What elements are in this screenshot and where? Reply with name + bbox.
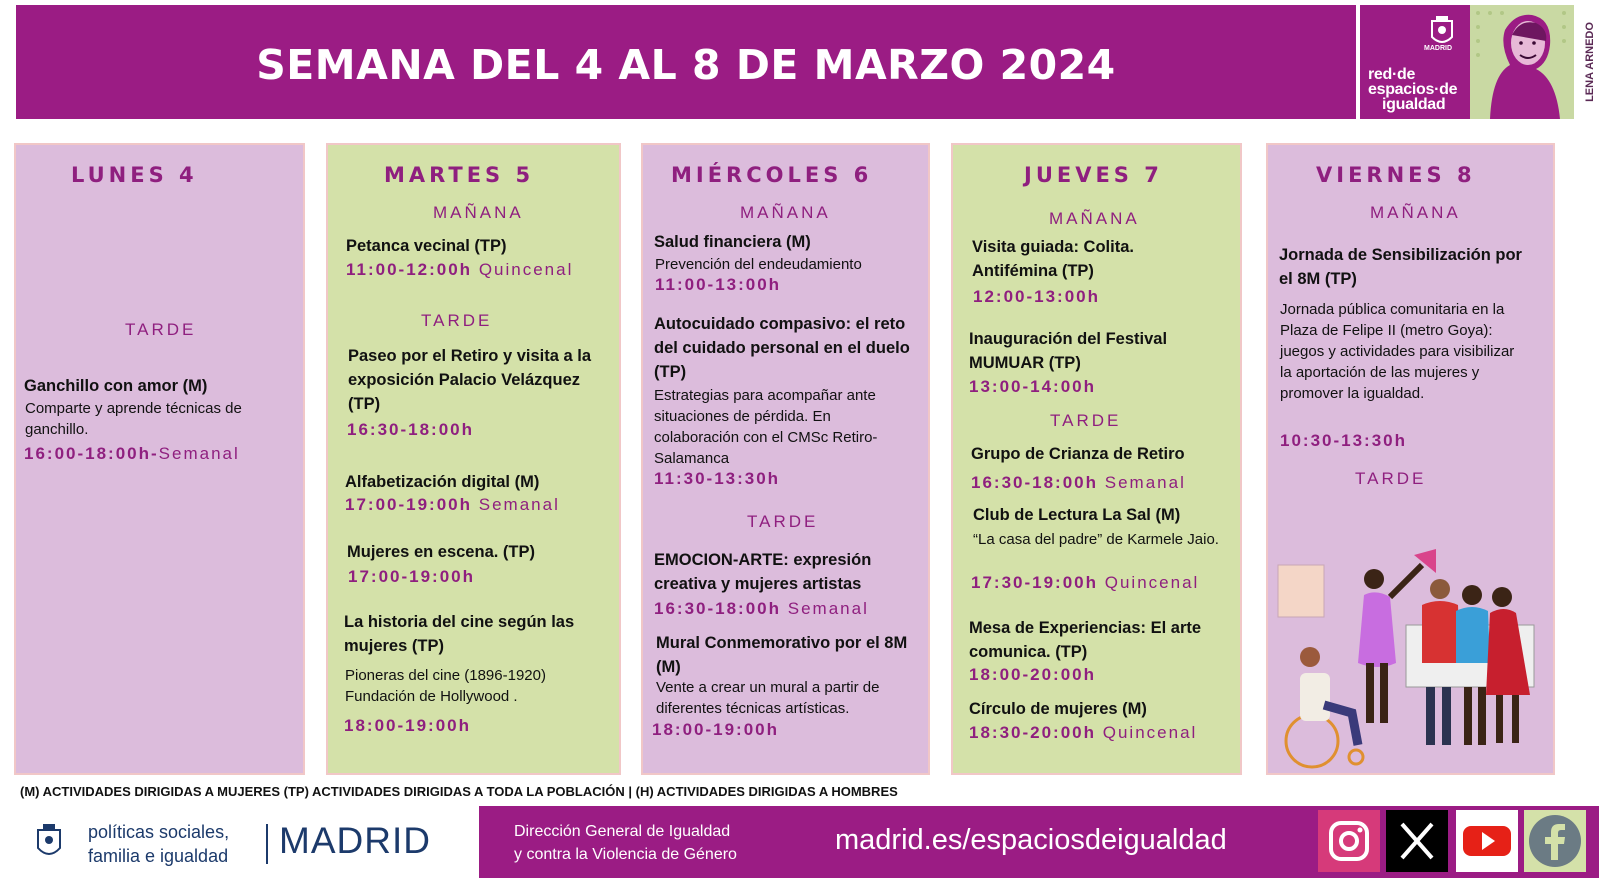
activity-title: Paseo por el Retiro y visita a la exposición Palacio Velázquez (TP) [348, 347, 592, 413]
activity-time: 11:30-13:30h [654, 469, 781, 488]
madrid-crest-icon [36, 822, 62, 862]
frequency: Semanal [158, 444, 240, 463]
page-title: SEMANA DEL 4 AL 8 DE MARZO 2024 [256, 41, 1116, 89]
madrid-crest-icon [1430, 15, 1454, 49]
logo-divider [266, 824, 268, 864]
madrid-wordmark: MADRID [279, 820, 431, 861]
protest-illustration [1274, 545, 1552, 771]
activity-time: 18:00-20:00h [969, 665, 1097, 684]
section-manana: MAÑANA [740, 203, 831, 222]
directorate-line-1: Dirección General de Igualdad [514, 823, 731, 840]
department-name [88, 820, 229, 868]
activity-description: Vente a crear un mural a partir de diferentes técnicas artísticas. [656, 679, 880, 717]
day-title: MIÉRCOLES 6 [671, 163, 873, 187]
activity-time [24, 444, 240, 464]
activity-title: Mujeres en escena. (TP) [347, 543, 535, 561]
day-column-lunes [14, 143, 305, 775]
department-line-2: familia e igualdad [88, 846, 229, 866]
instagram-icon[interactable] [1318, 810, 1380, 872]
directorate-name [514, 820, 737, 866]
day-column-viernes [1266, 143, 1555, 775]
day-title: MARTES 5 [384, 163, 535, 187]
youtube-icon[interactable] [1456, 810, 1518, 872]
time-range: 11:00-12:00h [346, 260, 473, 279]
activity-description: “La casa del padre” de Karmele Jaio. [973, 531, 1219, 548]
time-range: 17:30-19:00h [971, 573, 1099, 592]
activity-title: Jornada de Sensibilización por el 8M (TP) [1279, 246, 1522, 288]
activity-title: Ganchillo con amor (M) [24, 377, 208, 395]
activity-title: Mesa de Experiencias: El arte comunica. (TP) [969, 619, 1202, 661]
frequency: Semanal [787, 599, 869, 618]
section-tarde: TARDE [1355, 469, 1427, 488]
facebook-icon[interactable] [1524, 810, 1586, 872]
activity-title: Grupo de Crianza de Retiro [971, 445, 1185, 463]
activity-title: Autocuidado compasivo: el reto del cuidado personal en el duelo (TP) [654, 315, 910, 381]
x-icon[interactable] [1386, 810, 1448, 872]
activity-title: Alfabetización digital (M) [345, 473, 540, 491]
brand-text [1368, 67, 1457, 112]
section-manana: MAÑANA [1370, 203, 1461, 222]
activity-description: Estrategias para acompañar ante situaciones de pérdida. En colaboración con el CMSc Retiro-Salamanca [654, 387, 878, 467]
activity-title: Club de Lectura La Sal (M) [973, 506, 1181, 524]
time-range: 16:30-18:00h [971, 473, 1099, 492]
brand-logo-box [1360, 5, 1600, 119]
time-range: 17:00-19:00h [345, 495, 473, 514]
vertical-name-strip [1574, 5, 1600, 119]
section-manana: MAÑANA [433, 203, 524, 222]
section-tarde: TARDE [1050, 411, 1122, 430]
brand-line-1: red·de [1368, 66, 1416, 83]
activity-time [971, 573, 1199, 593]
day-column-martes [326, 143, 621, 775]
activity-time [345, 495, 560, 515]
department-line-1: políticas sociales, [88, 822, 230, 842]
activity-description: Prevención del endeudamiento [655, 256, 862, 273]
time-range: 18:30-20:00h [969, 723, 1097, 742]
activity-time [971, 473, 1186, 493]
activity-title: Mural Conmemorativo por el 8M (M) [656, 634, 908, 676]
activity-description: Jornada pública comunitaria en la Plaza de Felipe II (metro Goya): juegos y actividades para visibilizar la aportación de las mujeres y promover la igualdad. [1280, 301, 1515, 402]
directorate-line-2: y contra la Violencia de Género [514, 846, 737, 863]
frequency: Quincenal [478, 260, 574, 279]
portrait-image [1470, 5, 1575, 119]
activity-title: EMOCION-ARTE: expresión creativa y mujeres artistas [654, 551, 872, 593]
activity-time: 17:00-19:00h [348, 567, 476, 586]
activity-time [346, 260, 573, 280]
activity-time: 13:00-14:00h [969, 377, 1097, 396]
activity-title: Círculo de mujeres (M) [969, 700, 1147, 718]
activity-title: La historia del cine según las mujeres (TP) [344, 613, 575, 655]
vertical-name-label: LENA ARNEDO [1584, 22, 1596, 102]
frequency: Semanal [1104, 473, 1186, 492]
time-range: 16:30-18:00h [654, 599, 782, 618]
activity-title: Salud financiera (M) [654, 233, 811, 251]
day-title: VIERNES 8 [1316, 163, 1476, 187]
section-tarde: TARDE [421, 311, 493, 330]
time-range: 16:00-18:00h- [24, 444, 159, 463]
activity-title: Visita guiada: Colita. Antiféminа (TP) [972, 238, 1134, 280]
section-tarde: TARDE [125, 320, 197, 339]
section-tarde: TARDE [747, 512, 819, 531]
day-column-jueves [951, 143, 1242, 775]
day-column-miercoles [641, 143, 930, 775]
activity-time: 16:30-18:00h [347, 420, 475, 439]
activity-title: Petanca vecinal (TP) [346, 237, 507, 255]
day-title: LUNES 4 [71, 163, 198, 187]
legend: (M) ACTIVIDADES DIRIGIDAS A MUJERES (TP) ACTIVIDADES DIRIGIDAS A TODA LA POBLACIÓN | (H) ACTIVIDADES DIRIGIDAS A HOMBRES [20, 784, 898, 799]
footer-logo-area [0, 806, 478, 888]
website-link[interactable]: madrid.es/espaciosdeigualdad [835, 824, 1227, 856]
activity-description: Pioneras del cine (1896-1920) Fundación de Hollywood . [345, 667, 546, 705]
activity-time [654, 599, 869, 619]
activity-time: 10:30-13:30h [1280, 431, 1408, 450]
activity-time: 18:00-19:00h [344, 716, 472, 735]
brand-line-2: espacios·de [1368, 81, 1458, 98]
activity-title: Inauguración del Festival MUMUAR (TP) [969, 330, 1168, 372]
activity-time: 12:00-13:00h [973, 287, 1101, 306]
header-banner [16, 5, 1356, 119]
section-manana: MAÑANA [1049, 209, 1140, 228]
day-title: JUEVES 7 [1024, 163, 1163, 187]
frequency: Semanal [478, 495, 560, 514]
madrid-small-label: MADRID [1424, 45, 1452, 52]
brand-line-3: igualdad [1382, 96, 1446, 113]
activity-description: Comparte y aprende técnicas de ganchillo. [25, 400, 242, 438]
activity-time: 18:00-19:00h [652, 720, 780, 739]
activity-time: 11:00-13:00h [655, 275, 782, 294]
frequency: Quincenal [1102, 723, 1198, 742]
activity-time [969, 723, 1197, 743]
frequency: Quincenal [1104, 573, 1200, 592]
